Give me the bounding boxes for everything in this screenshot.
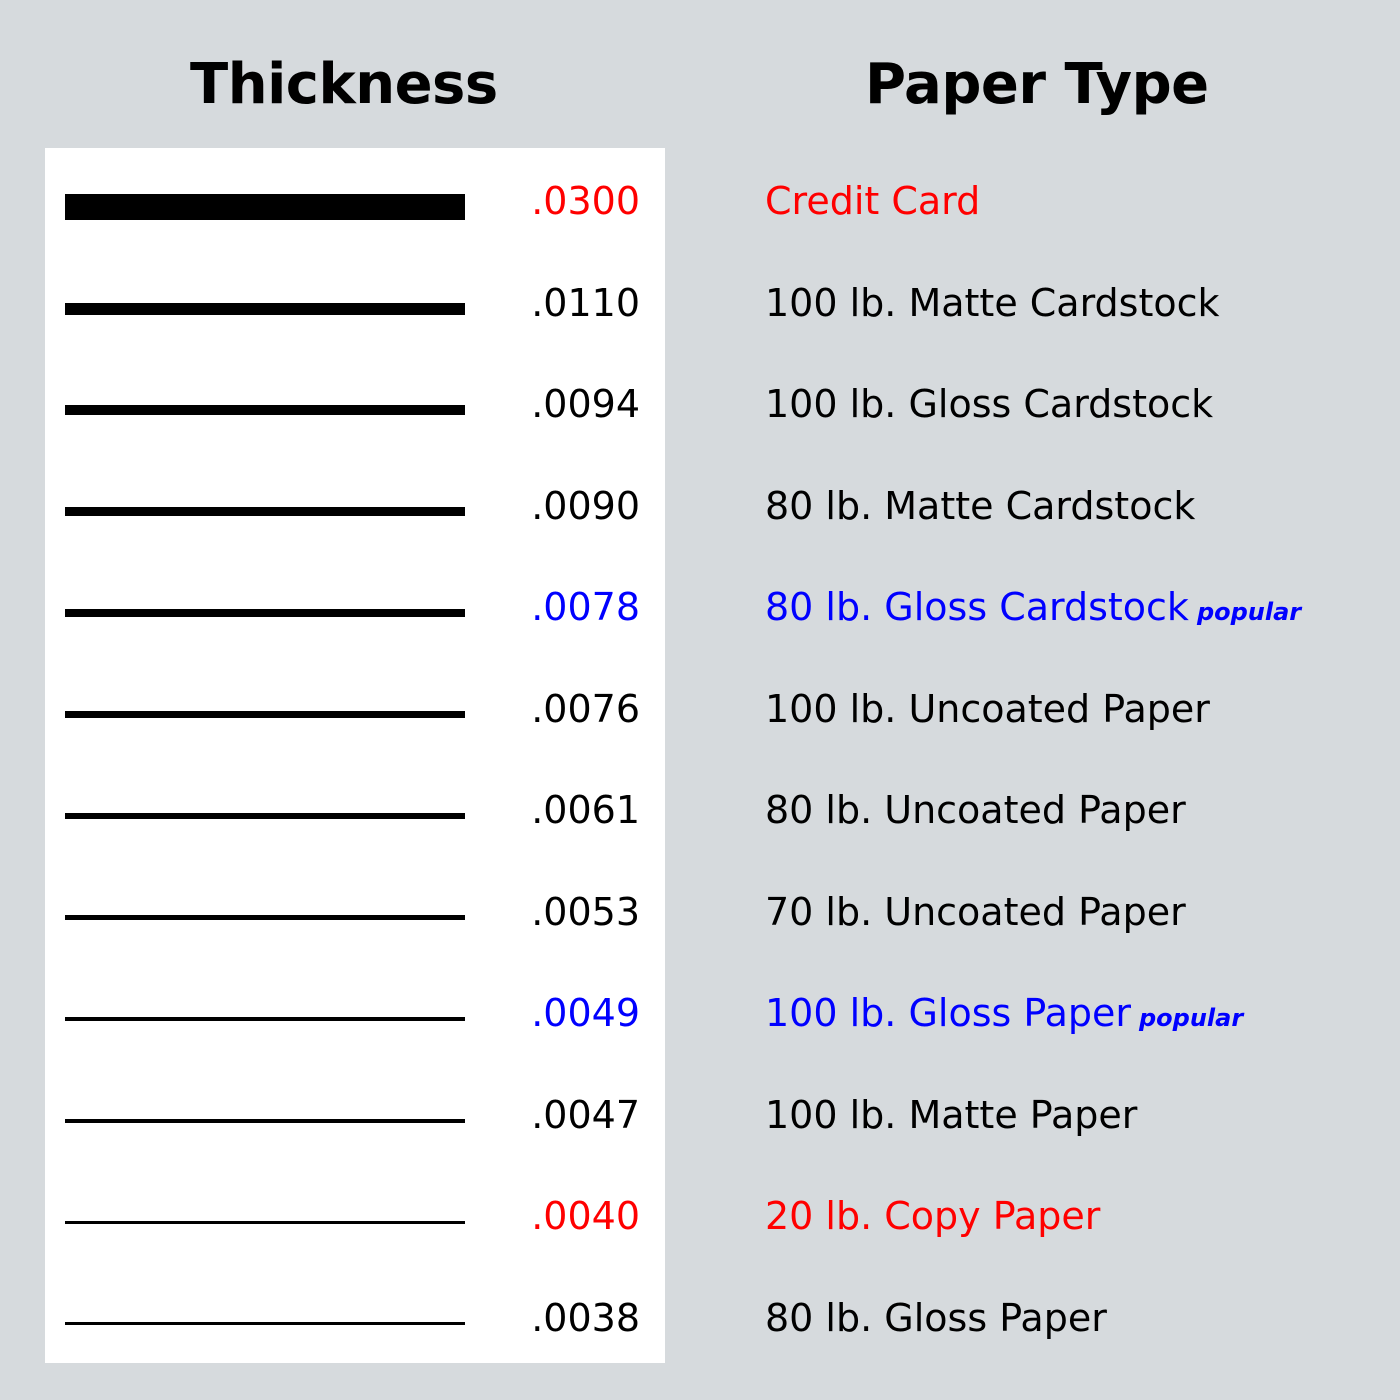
paper-type-label bbox=[765, 150, 980, 252]
thickness-bar-wrapper bbox=[65, 1267, 465, 1369]
thickness-bar-wrapper bbox=[65, 1165, 465, 1267]
paper-type-name: Credit Card bbox=[765, 179, 981, 223]
popular-badge: popular bbox=[1196, 598, 1302, 626]
paper-type-label bbox=[765, 353, 1213, 455]
paper-type-name: 100 lb. Matte Paper bbox=[765, 1092, 1138, 1137]
thickness-bar-wrapper bbox=[65, 658, 465, 760]
paper-type-label bbox=[765, 1064, 1137, 1166]
paper-type-name: 80 lb. Uncoated Paper bbox=[765, 788, 1186, 832]
thickness-value: .0047 bbox=[531, 1092, 640, 1137]
paper-type-label bbox=[765, 1267, 1107, 1369]
table-row bbox=[0, 962, 1355, 1064]
thickness-bar bbox=[65, 194, 465, 220]
paper-type-label bbox=[765, 759, 1186, 861]
table-row bbox=[0, 1267, 1355, 1369]
thickness-bar bbox=[65, 1017, 465, 1021]
thickness-bar-wrapper bbox=[65, 455, 465, 557]
table-row bbox=[0, 556, 1355, 658]
thickness-bar-wrapper bbox=[65, 556, 465, 658]
thickness-bar-wrapper bbox=[65, 861, 465, 963]
table-row bbox=[0, 1064, 1355, 1166]
table-row bbox=[0, 861, 1355, 963]
paper-type-label bbox=[765, 455, 1195, 557]
thickness-bar bbox=[65, 1119, 465, 1123]
paper-type-name: 100 lb. Uncoated Paper bbox=[765, 686, 1210, 731]
thickness-bar bbox=[65, 711, 465, 718]
papertype-column-title: Paper Type bbox=[865, 52, 1209, 117]
table-row bbox=[0, 252, 1355, 354]
thickness-bar bbox=[65, 609, 465, 617]
thickness-bar-wrapper bbox=[65, 1064, 465, 1166]
thickness-value: .0110 bbox=[531, 280, 640, 325]
paper-type-name: 20 lb. Copy Paper bbox=[765, 1194, 1101, 1238]
thickness-bar-wrapper bbox=[65, 353, 465, 455]
thickness-bar-wrapper bbox=[65, 759, 465, 861]
thickness-value: .0038 bbox=[531, 1295, 640, 1340]
table-row bbox=[0, 353, 1355, 455]
table-row bbox=[0, 455, 1355, 557]
popular-badge: popular bbox=[1139, 1004, 1244, 1032]
paper-type-name: 80 lb. Gloss Paper bbox=[765, 1295, 1107, 1340]
thickness-value: .0094 bbox=[531, 382, 640, 426]
thickness-value: .0300 bbox=[531, 179, 640, 223]
paper-type-label bbox=[765, 658, 1210, 760]
paper-type-name: 100 lb. Gloss Cardstock bbox=[765, 382, 1214, 426]
paper-type-name: 100 lb. Matte Cardstock bbox=[765, 280, 1220, 325]
paper-type-name: 100 lb. Gloss Paper bbox=[765, 991, 1131, 1035]
thickness-bar bbox=[65, 1322, 465, 1325]
paper-type-name: 70 lb. Uncoated Paper bbox=[765, 889, 1186, 934]
table-row bbox=[0, 759, 1355, 861]
paper-type-label bbox=[765, 861, 1186, 963]
thickness-value: .0049 bbox=[531, 991, 640, 1035]
paper-type-label bbox=[765, 1165, 1100, 1267]
thickness-value: .0053 bbox=[531, 889, 640, 934]
thickness-value: .0076 bbox=[531, 686, 640, 731]
thickness-value: .0078 bbox=[531, 585, 640, 629]
thickness-value: .0040 bbox=[531, 1194, 640, 1238]
chart-header bbox=[0, 0, 1400, 148]
thickness-bar-wrapper bbox=[65, 252, 465, 354]
paper-type-label bbox=[765, 252, 1220, 354]
table-row bbox=[0, 658, 1355, 760]
thickness-value: .0090 bbox=[531, 483, 640, 528]
paper-type-name: 80 lb. Matte Cardstock bbox=[765, 483, 1196, 528]
thickness-value: .0061 bbox=[531, 788, 640, 832]
thickness-bar-wrapper bbox=[65, 962, 465, 1064]
thickness-bar bbox=[65, 405, 465, 415]
thickness-bar bbox=[65, 915, 465, 920]
thickness-column-title: Thickness bbox=[190, 52, 498, 117]
thickness-bar bbox=[65, 813, 465, 819]
table-row bbox=[0, 1165, 1355, 1267]
paper-type-label bbox=[765, 962, 1243, 1069]
thickness-bar-wrapper bbox=[65, 150, 465, 252]
thickness-bar bbox=[65, 1221, 465, 1224]
paper-type-label bbox=[765, 556, 1301, 663]
paper-type-name: 80 lb. Gloss Cardstock bbox=[765, 585, 1189, 629]
thickness-bar bbox=[65, 303, 465, 315]
table-row bbox=[0, 150, 1355, 252]
thickness-bar bbox=[65, 507, 465, 516]
